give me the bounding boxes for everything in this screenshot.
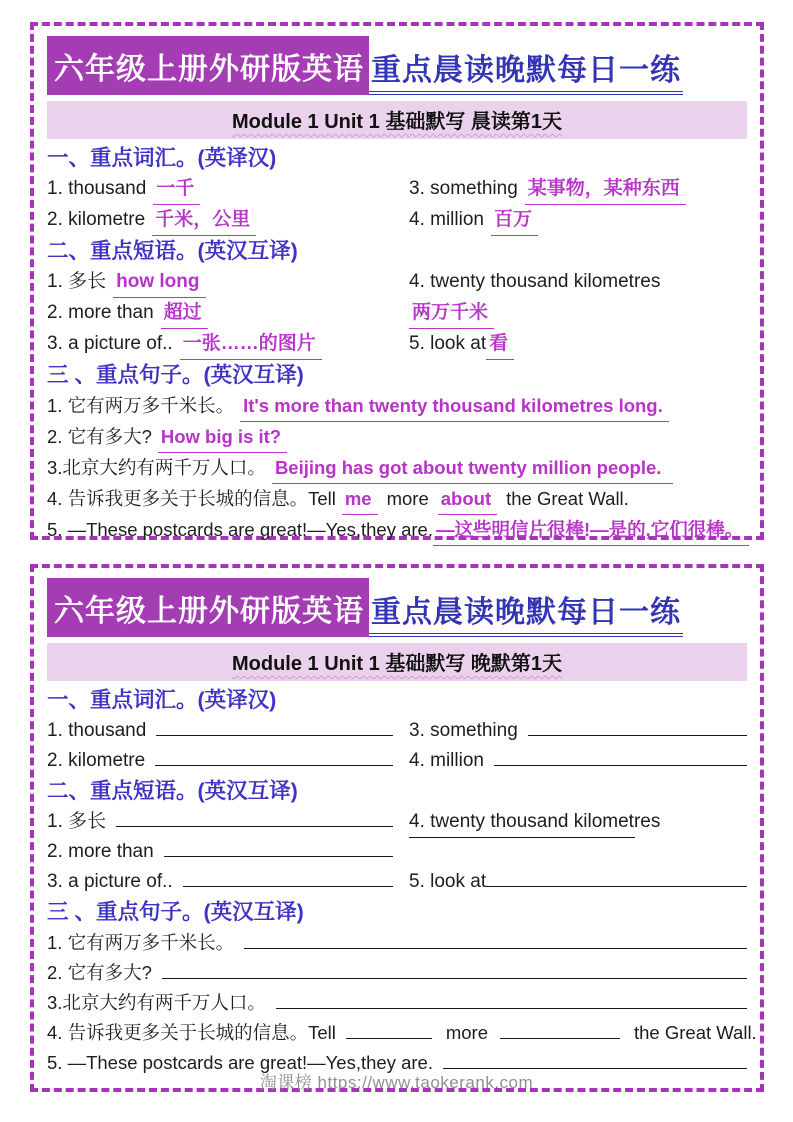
vocab-item: [409, 716, 747, 746]
phrase-item: [47, 837, 409, 867]
sentence-row: [47, 958, 747, 988]
vocab-answer: 某事物，某种东西: [525, 174, 686, 205]
title-series-label: 重点晨读晚默每日一练: [369, 587, 683, 637]
phrase-label: 3. a picture of..: [47, 871, 173, 892]
worksheet-title: [47, 36, 747, 95]
sentence-row: [47, 453, 747, 484]
sentence-list: [47, 928, 757, 1078]
answer-blank-line: [155, 765, 393, 766]
phrase-item: [47, 267, 409, 298]
sentence-label: 4. 告诉我更多关于长城的信息。Tell: [47, 1022, 336, 1043]
phrase-answer: 一张……的图片: [180, 329, 322, 360]
sentence-row: [47, 484, 747, 515]
title-grade-label: 六年级上册外研版英语: [47, 578, 369, 637]
vocab-section-heading: 一、重点词汇。(英译汉): [47, 688, 277, 712]
phrase-section-heading: 二、重点短语。(英汉互译): [47, 779, 298, 803]
module-subtitle-bar: [47, 643, 747, 681]
phrase-answer: 两万千米: [409, 298, 494, 329]
sentence-row: [47, 422, 747, 453]
sentence-label: 2. 它有多大?: [47, 962, 152, 983]
phrase-item: [409, 267, 747, 298]
sentence-label: more: [445, 1022, 488, 1043]
sentence-label: more: [386, 488, 429, 509]
title-series-label: 重点晨读晚默每日一练: [369, 45, 683, 95]
phrase-item: [47, 329, 409, 360]
phrase-label: 2. more than: [47, 841, 154, 862]
vocab-item: [409, 205, 747, 236]
sentence-label: 1. 它有两万多千米长。: [47, 932, 235, 953]
phrase-label: 1. 多长: [47, 811, 107, 832]
sentence-label: 1. 它有两万多千米长。: [47, 395, 235, 416]
sentence-row: [47, 391, 747, 422]
phrase-item: [409, 298, 747, 329]
phrase-item: [409, 867, 747, 897]
phrase-answer: 超过: [161, 298, 208, 329]
vocab-label: 2. kilometre: [47, 750, 146, 771]
phrase-answer: how long: [113, 267, 205, 298]
phrase-grid: [47, 267, 747, 360]
phrase-label: 4. twenty thousand kilometres: [409, 271, 661, 292]
module-subtitle: Module 1 Unit 1 基础默写 晨读第1天: [231, 111, 563, 133]
module-subtitle-bar: [47, 101, 747, 139]
answer-blank-line: [156, 735, 393, 736]
vocab-grid: [47, 174, 747, 236]
phrase-label: 3. a picture of..: [47, 333, 173, 354]
vocab-label: 3. something: [409, 720, 518, 741]
vocab-item: [47, 174, 409, 205]
sentence-label: 5. —These postcards are great!—Yes,they are.: [47, 1052, 433, 1073]
vocab-label: 1. thousand: [47, 178, 147, 199]
answer-blank-line: [183, 886, 393, 887]
phrase-item: [409, 329, 747, 360]
vocab-label: 2. kilometre: [47, 209, 146, 230]
sentence-answer: about: [438, 484, 497, 515]
phrase-answer: 看: [486, 329, 514, 360]
sentence-answer: It's more than twenty thousand kilometres long.: [240, 391, 669, 422]
phrase-section-heading: 二、重点短语。(英汉互译): [47, 239, 298, 263]
phrase-label: 2. more than: [47, 302, 154, 323]
phrase-label: 4. twenty thousand kilometres: [409, 811, 661, 832]
sentence-label: 4. 告诉我更多关于长城的信息。Tell: [47, 488, 336, 509]
sentence-list: [47, 391, 747, 546]
answer-blank-line: [116, 826, 393, 827]
vocab-grid: [47, 716, 747, 776]
vocab-answer: 百万: [491, 205, 538, 236]
sentence-answer: How big is it?: [158, 422, 287, 453]
sentence-answer: me: [342, 484, 378, 515]
sentence-answer: —这些明信片很棒!—是的,它们很棒。: [433, 515, 749, 546]
vocab-section-heading: 一、重点词汇。(英译汉): [47, 146, 277, 170]
module-subtitle: Module 1 Unit 1 基础默写 晚默第1天: [231, 653, 563, 675]
sentence-section-heading: 三 、重点句子。(英汉互译): [47, 900, 304, 924]
answer-blank-line: [494, 765, 747, 766]
phrase-grid: [47, 807, 747, 897]
answer-blank-line: [162, 978, 747, 979]
morning-panel: [30, 22, 764, 540]
sentence-section-heading: 三 、重点句子。(英汉互译): [47, 363, 304, 387]
sentence-row: [47, 515, 747, 546]
phrase-label: 5. look at: [409, 333, 487, 354]
answer-blank-line: [409, 837, 635, 838]
vocab-item: [47, 716, 409, 746]
phrase-label: 1. 多长: [47, 271, 107, 292]
worksheet-title: [47, 578, 747, 637]
vocab-item: [47, 205, 409, 236]
phrase-item: [47, 298, 409, 329]
vocab-label: 3. something: [409, 178, 518, 199]
evening-panel: [30, 564, 764, 1092]
vocab-item: [409, 174, 747, 205]
answer-blank-line: [244, 948, 747, 949]
phrase-item: [47, 807, 409, 837]
sentence-row: [47, 928, 747, 958]
vocab-answer: 一千: [153, 174, 200, 205]
sentence-label: 5. —These postcards are great!—Yes,they are.: [47, 519, 433, 540]
answer-blank-line: [500, 1038, 620, 1039]
phrase-item: [409, 837, 747, 867]
vocab-label: 4. million: [409, 750, 484, 771]
sentence-row: [47, 988, 747, 1018]
answer-blank-line: [528, 735, 747, 736]
phrase-label: 5. look at: [409, 871, 487, 892]
sentence-label: 3.北京大约有两千万人口。: [47, 457, 266, 478]
answer-blank-line: [276, 1008, 747, 1009]
vocab-item: [47, 746, 409, 776]
sentence-label: the Great Wall.: [634, 1022, 757, 1043]
phrase-item: [409, 807, 747, 837]
sentence-row: [47, 1018, 757, 1048]
title-grade-label: 六年级上册外研版英语: [47, 36, 369, 95]
vocab-item: [409, 746, 747, 776]
sentence-answer: Beijing has got about twenty million people.: [272, 453, 673, 484]
sentence-label: 2. 它有多大?: [47, 426, 152, 447]
answer-blank-line: [346, 1038, 432, 1039]
sentence-label: 3.北京大约有两千万人口。: [47, 992, 266, 1013]
site-watermark: 淘课榜 https://www.taokerank.com: [259, 1073, 534, 1092]
vocab-answer: 千米，公里: [152, 205, 256, 236]
vocab-label: 4. million: [409, 209, 484, 230]
phrase-item: [47, 867, 409, 897]
answer-blank-line: [164, 856, 393, 857]
vocab-label: 1. thousand: [47, 720, 147, 741]
answer-blank-line: [486, 886, 747, 887]
sentence-label: the Great Wall.: [506, 488, 629, 509]
